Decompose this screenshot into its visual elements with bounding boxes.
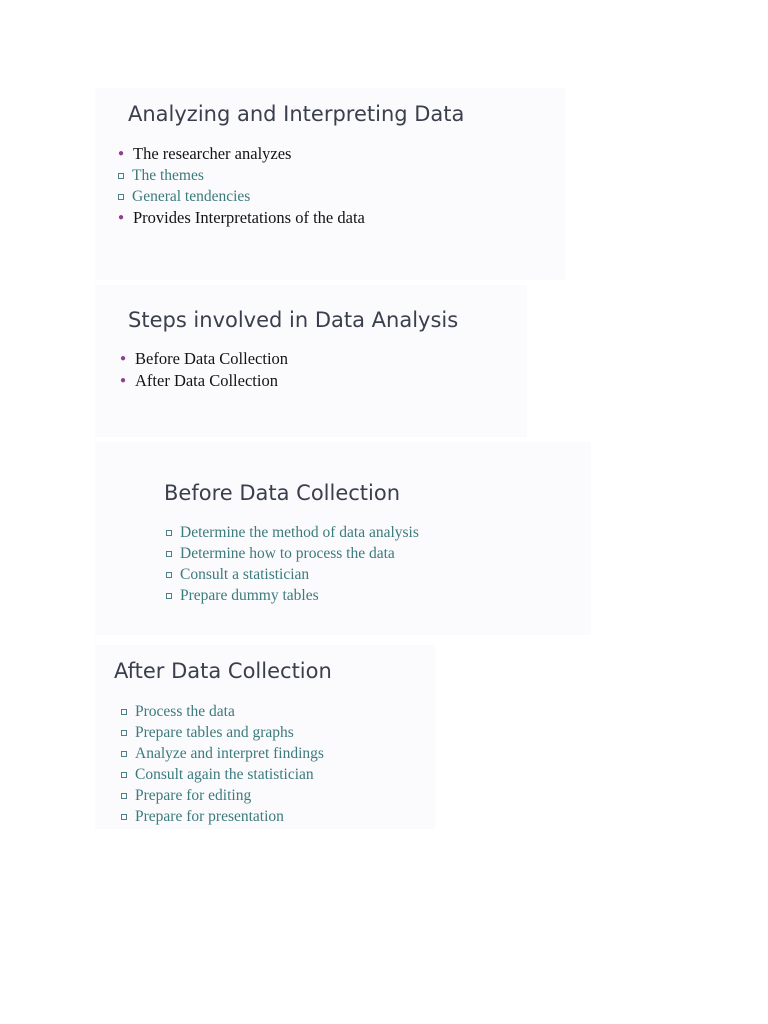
round-bullet-icon: ● bbox=[120, 375, 127, 386]
square-bullet-icon bbox=[166, 593, 172, 599]
bullet-text: Before Data Collection bbox=[135, 349, 289, 368]
list-item bbox=[121, 743, 324, 764]
sub-item-text: The themes bbox=[132, 167, 204, 184]
square-bullet-icon bbox=[166, 551, 172, 557]
slide-title: Before Data Collection bbox=[164, 481, 401, 505]
list-item bbox=[121, 701, 324, 722]
slide-analyzing-interpreting bbox=[95, 88, 565, 280]
list-item bbox=[166, 543, 419, 564]
bullet-text: After Data Collection bbox=[135, 371, 278, 390]
square-bullet-icon bbox=[121, 730, 127, 736]
slide-after-collection bbox=[95, 645, 435, 829]
list-item bbox=[166, 564, 419, 585]
round-bullet-icon: ● bbox=[118, 148, 125, 159]
bullet-item bbox=[118, 207, 365, 229]
square-bullet-icon bbox=[121, 709, 127, 715]
slide-body bbox=[118, 143, 365, 229]
list-item bbox=[121, 722, 324, 743]
list-item-text: Prepare for presentation bbox=[135, 808, 284, 825]
list-item-text: Process the data bbox=[135, 703, 235, 720]
slide-before-collection bbox=[95, 442, 591, 635]
slide-steps-in-analysis bbox=[95, 285, 527, 437]
list-item-text: Determine how to process the data bbox=[180, 545, 395, 562]
square-bullet-icon bbox=[166, 572, 172, 578]
item-list bbox=[121, 701, 324, 827]
list-item bbox=[121, 806, 324, 827]
round-bullet-icon: ● bbox=[120, 353, 127, 364]
bullet-text: The researcher analyzes bbox=[133, 144, 292, 163]
list-item-text: Analyze and interpret findings bbox=[135, 745, 324, 762]
item-list bbox=[166, 522, 419, 606]
square-bullet-icon bbox=[118, 173, 124, 179]
square-bullet-icon bbox=[121, 772, 127, 778]
square-bullet-icon bbox=[166, 530, 172, 536]
list-item bbox=[166, 522, 419, 543]
list-item-text: Prepare for editing bbox=[135, 787, 252, 804]
list-item-text: Determine the method of data analysis bbox=[180, 524, 419, 541]
sub-item-text: General tendencies bbox=[132, 188, 251, 205]
round-bullet-icon: ● bbox=[118, 212, 125, 223]
list-item-text: Consult again the statistician bbox=[135, 766, 314, 783]
bullet-item bbox=[120, 370, 288, 392]
slide-title: Steps involved in Data Analysis bbox=[128, 308, 459, 332]
square-bullet-icon bbox=[121, 751, 127, 757]
slide-title: After Data Collection bbox=[114, 659, 332, 683]
square-bullet-icon bbox=[118, 194, 124, 200]
slide-title: Analyzing and Interpreting Data bbox=[128, 102, 465, 126]
bullet-list bbox=[120, 348, 288, 392]
bullet-item bbox=[120, 348, 288, 370]
sub-item bbox=[118, 165, 365, 186]
list-item-text: Consult a statistician bbox=[180, 566, 310, 583]
list-item bbox=[121, 785, 324, 806]
square-bullet-icon bbox=[121, 793, 127, 799]
list-item bbox=[166, 585, 419, 606]
list-item bbox=[121, 764, 324, 785]
bullet-item bbox=[118, 143, 365, 165]
list-item-text: Prepare tables and graphs bbox=[135, 724, 294, 741]
bullet-text: Provides Interpretations of the data bbox=[133, 208, 365, 227]
square-bullet-icon bbox=[121, 814, 127, 820]
sub-item bbox=[118, 186, 365, 207]
list-item-text: Prepare dummy tables bbox=[180, 587, 319, 604]
